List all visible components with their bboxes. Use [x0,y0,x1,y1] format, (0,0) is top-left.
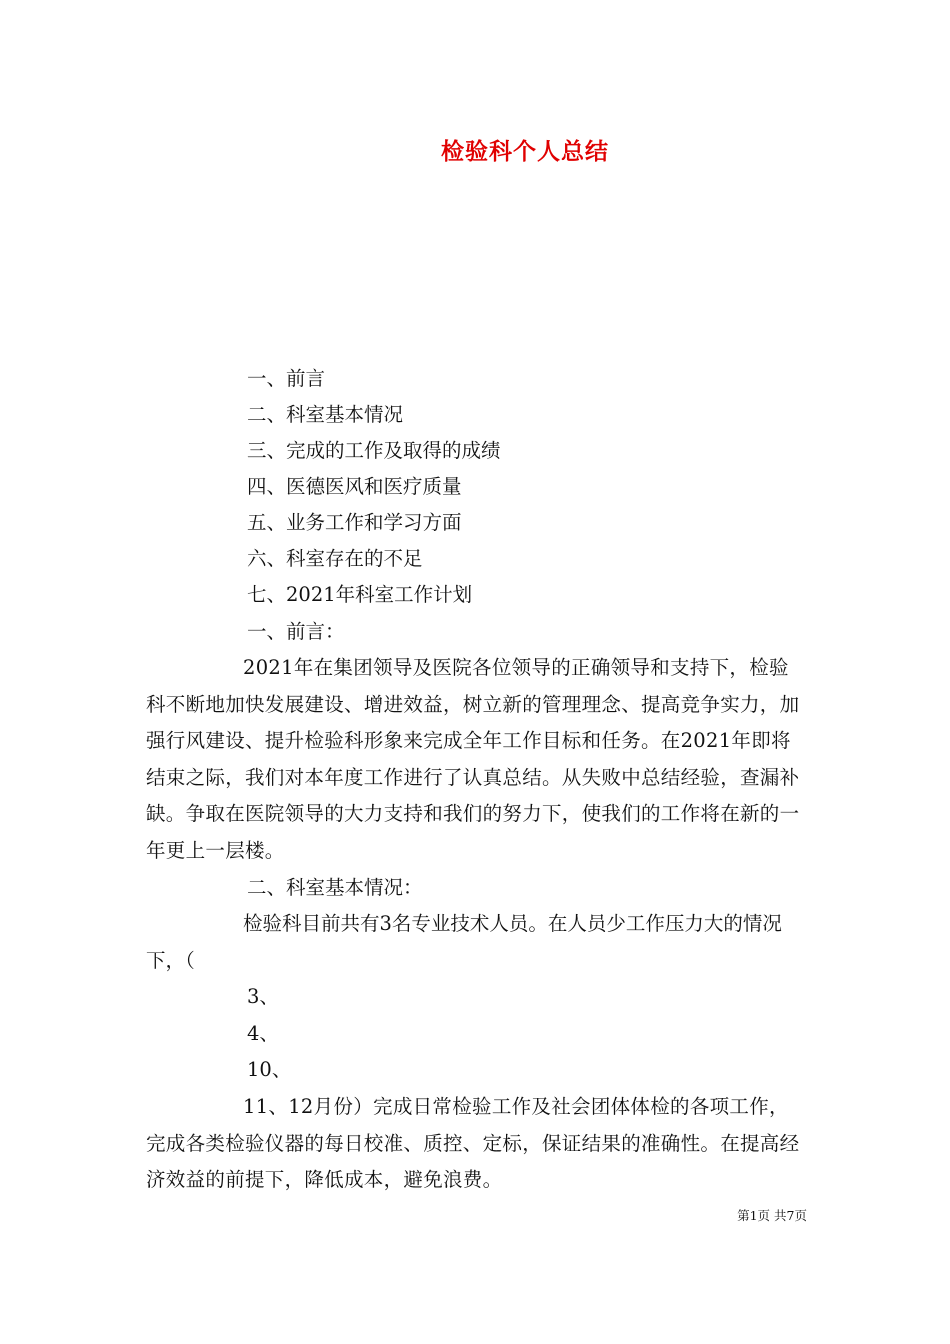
numbered-line: 10、 [247,1058,292,1081]
toc-item: 七、2021年科室工作计划 [247,583,473,606]
section-heading-department: 二、科室基本情况： [247,876,423,899]
table-of-contents [247,364,847,616]
toc-item: 五、业务工作和学习方面 [247,511,462,534]
numbered-line: 3、 [247,985,279,1008]
toc-item: 二、科室基本情况 [247,403,404,426]
preface-paragraph: 2021年在集团领导及医院各位领导的正确领导和支持下，检验科不断地加快发展建设、增进效益，树立新的管理理念、提高竞争实力，加强行风建设、提升检验科形象来完成全年工作目标和任务。在2021年即将结束之际，我们对本年度工作进行了认真总结。从失败中总结经验，查漏补缺。争取在医院领导的大力支持和我们的努力下，使我们的工作将在新的一年更上一层楼。 [146,656,800,862]
toc-item: 三、完成的工作及取得的成绩 [247,439,501,462]
section-heading-preface: 一、前言： [247,620,345,643]
department-paragraph-2: 11、12月份）完成日常检验工作及社会团体体检的各项工作，完成各类检验仪器的每日校准、质控、定标，保证结果的准确性。在提高经济效益的前提下，降低成本，避免浪费。 [146,1095,800,1191]
numbered-line: 4、 [247,1022,279,1045]
toc-item: 六、科室存在的不足 [247,547,423,570]
document-title: 检验科个人总结 [441,138,609,165]
toc-item: 四、医德医风和医疗质量 [247,475,462,498]
page-number-footer: 第1页 共7页 [737,1208,807,1223]
department-paragraph-1: 检验科目前共有3名专业技术人员。在人员少工作压力大的情况下，（ [146,912,782,972]
toc-item: 一、前言 [247,367,326,390]
